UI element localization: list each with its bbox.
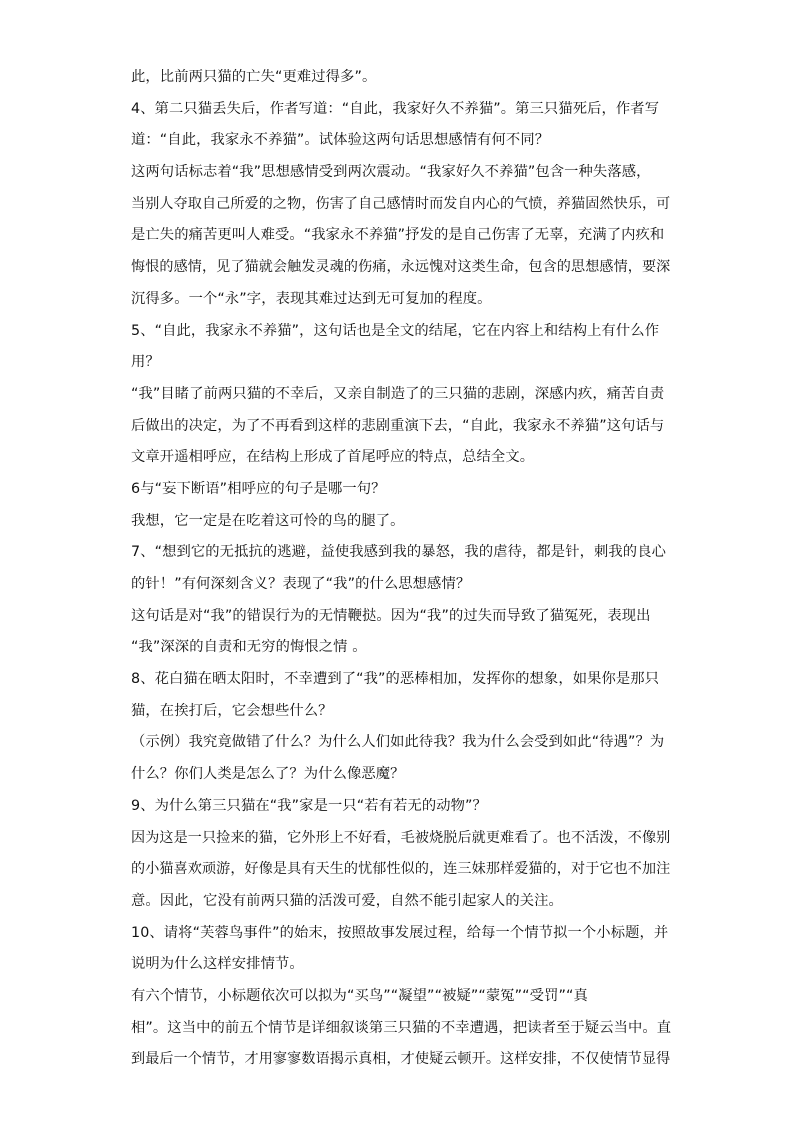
question-8-line: 8、花白猫在晒太阳时，不幸遭到了“我”的恶棒相加，发挥你的想象，如果你是那只 <box>131 671 660 688</box>
answer-9-line: 因为这是一只捡来的猫，它外形上不好看，毛被烧脱后就更难看了。也不活泼，不像别 <box>131 829 671 846</box>
answer-6-line: 我想，它一定是在吃着这可怜的鸟的腿了。 <box>131 512 405 529</box>
document-body <box>131 62 671 1076</box>
text-line: 的针！”有何深刻含义？表现了“我”的什么思想感情？ <box>131 576 471 592</box>
question-9-line: 9、为什么第三只猫在“我”家是一只“若有若无的动物”？ <box>131 797 487 814</box>
text-line: 的小猫喜欢顽游，好像是具有天生的忧郁性似的，连三妹那样爱猫的，对于它也不加注 <box>131 861 671 878</box>
answer-4-line: 这两句话标志着“我”思想感情受到两次震动。“我家好久不养猫”包含一种失落感， <box>131 164 651 181</box>
text-line: 猫，在挨打后，它会想些什么？ <box>131 702 333 719</box>
text-line: 当别人夺取自己所爱的之物，伤害了自己感情时而发自内心的气愤，养猫固然快乐，可 <box>131 195 671 212</box>
question-7-line: 7、“想到它的无抵抗的逃避，益使我感到我的暴怒，我的虐待，都是针，刺我的良心 <box>131 544 666 561</box>
text-line: 相”。这当中的前五个情节是详细叙谈第三只猫的不幸遭遇，把读者至于疑云当中。直 <box>131 1019 671 1036</box>
answer-8-line: （示例）我究竟做错了什么？为什么人们如此待我？我为什么会受到如此“待遇”？为 <box>131 734 665 751</box>
text-line: 悔恨的感情，见了猫就会触发灵魂的伤痛，永远愧对这类生命，包含的思想感情，要深 <box>131 259 671 276</box>
text-line: 到最后一个情节，才用寥寥数语揭示真相，才使疑云顿开。这样安排，不仅使情节显得 <box>131 1051 671 1068</box>
text-line: 文章开遥相呼应，在结构上形成了首尾呼应的特点，总结全文。 <box>131 449 535 466</box>
answer-7-line: 这句话是对“我”的错误行为的无情鞭挞。因为“我”的过失而导致了猫冤死，表现出 <box>131 607 651 624</box>
text-line: 此，比前两只猫的亡失“更难过得多”。 <box>131 69 377 85</box>
question-5-line: 5、“自此，我家永不养猫”，这句话也是全文的结尾，它在内容上和结构上有什么作 <box>131 322 660 339</box>
question-4-line: 4、第二只猫丢失后，作者写道：“自此，我家好久不养猫”。第三只猫死后，作者写 <box>131 100 660 117</box>
answer-10-line: 有六个情节，小标题依次可以拟为“买鸟”“凝望”“被疑”“蒙冤”“受罚”“真 <box>131 987 588 1004</box>
text-line: 什么？你们人类是怎么了？为什么像恶魔？ <box>131 766 405 783</box>
text-line: 意。因此，它没有前两只猫的活泼可爱，自然不能引起家人的关注。 <box>131 892 563 909</box>
text-line: 后做出的决定，为了不再看到这样的悲剧重演下去，“自此，我家永不养猫”这句话与 <box>131 417 665 434</box>
text-line: “我”深深的自责和无穷的悔恨之情 。 <box>131 639 367 656</box>
question-6-line: 6与“妄下断语”相呼应的句子是哪一句？ <box>131 480 386 497</box>
text-line: 说明为什么这样安排情节。 <box>131 956 304 973</box>
text-line: 是亡失的痛苦更叫人难受。“我家永不养猫”抒发的是自己伤害了无辜，充满了内疚和 <box>131 227 665 244</box>
question-10-line: 10、请将“芙蓉鸟事件”的始末，按照故事发展过程，给每一个情节拟一个小标题，并 <box>131 924 669 941</box>
text-line: 用？ <box>131 354 160 371</box>
text-line: 沉得多。一个“永”字，表现其难过达到无可复加的程度。 <box>131 290 492 307</box>
text-line: 道：“自此，我家永不养猫”。试体验这两句话思想感情有何不同？ <box>131 132 550 149</box>
answer-5-line: “我”目睹了前两只猫的不幸后，又亲自制造了的三只猫的悲剧，深感内疚，痛苦自责 <box>131 385 665 402</box>
